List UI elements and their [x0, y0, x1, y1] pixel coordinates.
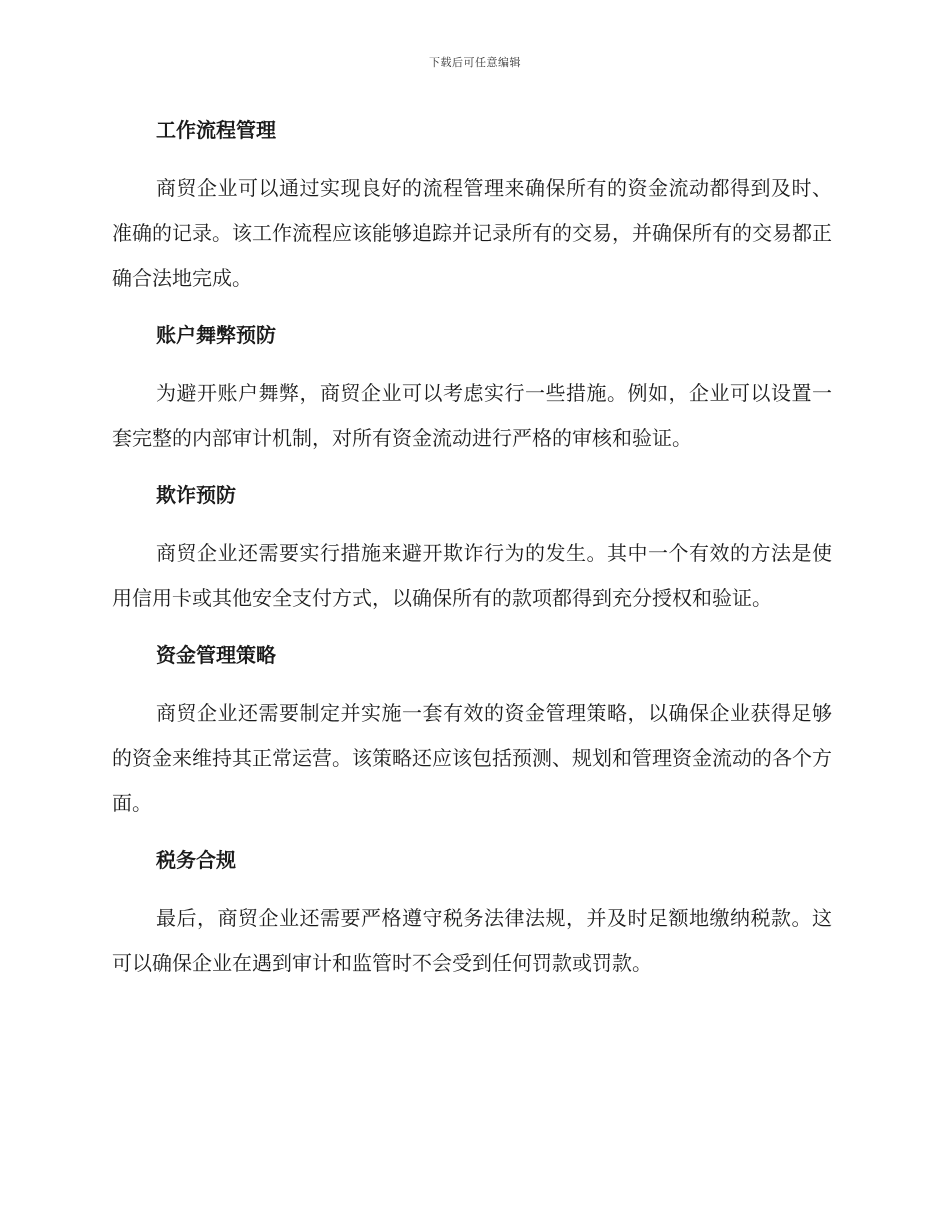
document-body [112, 110, 832, 1000]
section-paragraph-tax-compliance: 最后，商贸企业还需要严格遵守税务法律法规，并及时足额地缴纳税款。这可以确保企业在遇到审计和监管时不会受到任何罚款或罚款。 [112, 906, 832, 975]
page-header: 下载后可任意编辑 [429, 56, 521, 69]
section-paragraph-fraud-prevention: 商贸企业还需要实行措施来避开欺诈行为的发生。其中一个有效的方法是使用信用卡或其他安全支付方式，以确保所有的款项都得到充分授权和验证。 [112, 541, 832, 610]
section-heading-tax-compliance: 税务合规 [156, 848, 236, 872]
section-heading-fund-strategy: 资金管理策略 [156, 643, 276, 667]
section-paragraph-fund-strategy: 商贸企业还需要制定并实施一套有效的资金管理策略，以确保企业获得足够的资金来维持其正常运营。该策略还应该包括预测、规划和管理资金流动的各个方面。 [112, 701, 832, 815]
section-paragraph-workflow: 商贸企业可以通过实现良好的流程管理来确保所有的资金流动都得到及时、准确的记录。该工作流程应该能够追踪并记录所有的交易，并确保所有的交易都正确合法地完成。 [112, 176, 832, 290]
section-paragraph-account-fraud: 为避开账户舞弊，商贸企业可以考虑实行一些措施。例如，企业可以设置一套完整的内部审计机制，对所有资金流动进行严格的审核和验证。 [112, 381, 832, 450]
section-heading-fraud-prevention: 欺诈预防 [156, 483, 236, 507]
section-heading-workflow: 工作流程管理 [156, 118, 276, 142]
section-heading-account-fraud: 账户舞弊预防 [156, 323, 276, 347]
